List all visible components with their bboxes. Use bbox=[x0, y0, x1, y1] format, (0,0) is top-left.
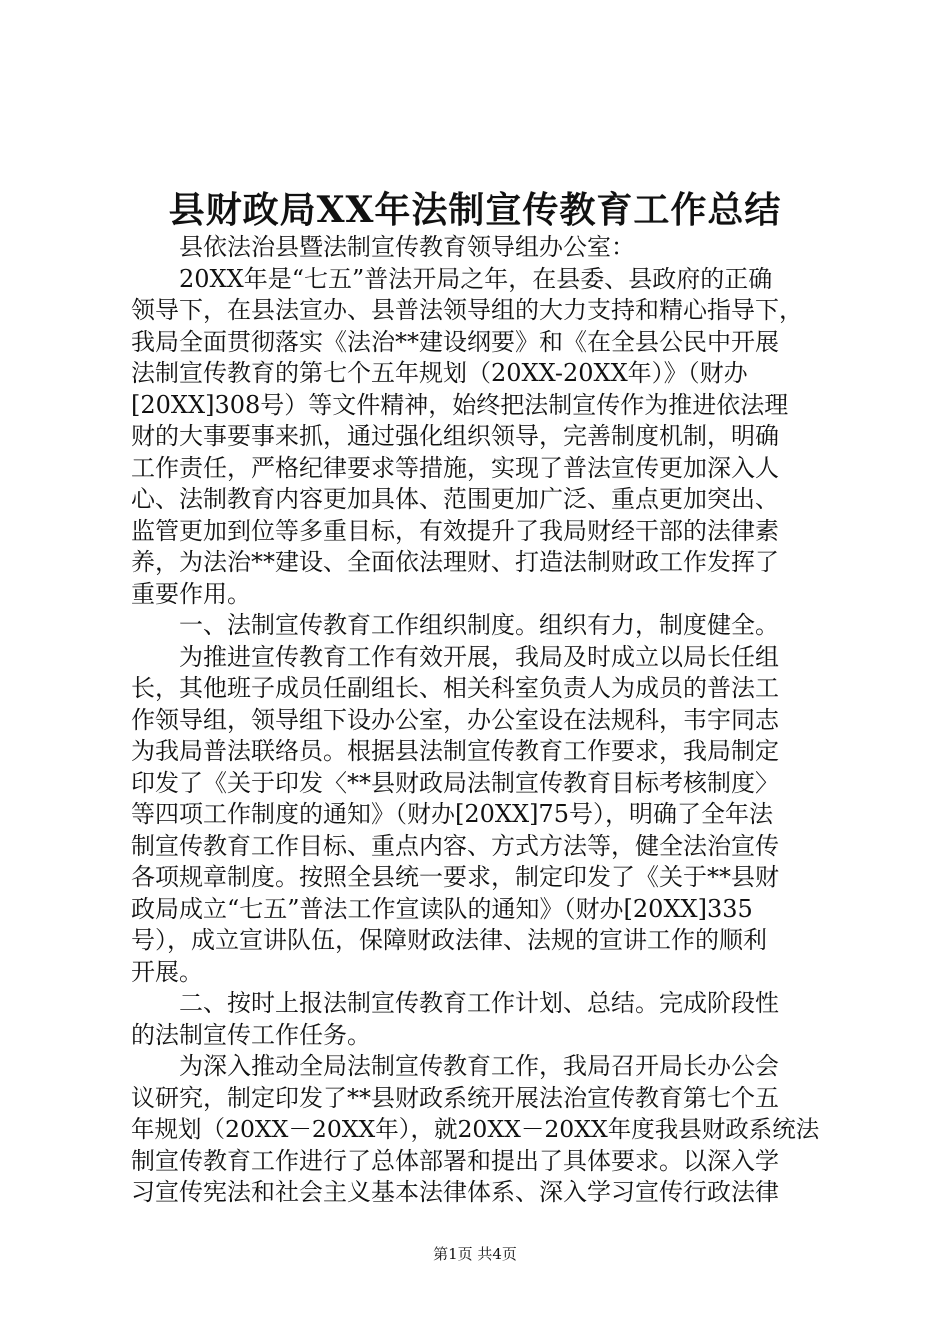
text-line: 工作责任，严格纪律要求等措施，实现了普法宣传更加深入人 bbox=[131, 453, 779, 482]
text-line: 年规划（20XX－20XX年），就20XX－20XX年度我县财政系统法 bbox=[131, 1115, 820, 1143]
text-line: 20XX年是“七五”普法开局之年，在县委、县政府的正确 bbox=[179, 264, 773, 293]
text-line: 等四项工作制度的通知》（财办[20XX]75号），明确了全年法 bbox=[131, 800, 773, 828]
text-line: [20XX]308号）等文件精神，始终把法制宣传作为推进依法理 bbox=[131, 390, 789, 419]
text-line: 印发了《关于印发〈**县财政局法制宣传教育目标考核制度〉 bbox=[131, 768, 779, 797]
text-line: 为推进宣传教育工作有效开展，我局及时成立以局长任组 bbox=[179, 642, 779, 671]
text-line: 制宣传教育工作目标、重点内容、方式方法等，健全法治宣传 bbox=[131, 831, 779, 860]
text-line: 开展。 bbox=[131, 957, 203, 986]
text-line: 我局全面贯彻落实《法治**建设纲要》和《在全县公民中开展 bbox=[131, 327, 779, 356]
text-line: 领导下，在县法宣办、县普法领导组的大力支持和精心指导下， bbox=[131, 296, 803, 324]
text-line: 二、按时上报法制宣传教育工作计划、总结。完成阶段性 bbox=[179, 989, 779, 1017]
text-line: 一、法制宣传教育工作组织制度。组织有力，制度健全。 bbox=[179, 611, 779, 639]
text-line: 心、法制教育内容更加具体、范围更加广泛、重点更加突出、 bbox=[131, 485, 779, 513]
text-line: 法制宣传教育的第七个五年规划（20XX-20XX年）》（财办 bbox=[131, 359, 748, 387]
document-title: 县财政局XX年法制宣传教育工作总结 bbox=[168, 189, 782, 231]
text-line: 制宣传教育工作进行了总体部署和提出了具体要求。以深入学 bbox=[131, 1146, 779, 1175]
text-line: 议研究，制定印发了**县财政系统开展法治宣传教育第七个五 bbox=[131, 1083, 779, 1112]
text-line: 政局成立“七五”普法工作宣读队的通知》（财办[20XX]335 bbox=[131, 894, 753, 923]
document-body bbox=[131, 232, 821, 1209]
text-line: 习宣传宪法和社会主义基本法律体系、深入学习宣传行政法律 bbox=[131, 1178, 779, 1206]
page-footer: 第1页 共4页 bbox=[433, 1245, 517, 1263]
text-line: 的法制宣传工作任务。 bbox=[131, 1020, 371, 1049]
text-line: 重要作用。 bbox=[131, 579, 251, 608]
text-line: 长，其他班子成员任副组长、相关科室负责人为成员的普法工 bbox=[131, 674, 779, 702]
text-line: 为深入推动全局法制宣传教育工作，我局召开局长办公会 bbox=[179, 1052, 779, 1080]
text-line: 号），成立宣讲队伍，保障财政法律、法规的宣讲工作的顺利 bbox=[131, 926, 767, 954]
text-line: 县依法治县暨法制宣传教育领导组办公室： bbox=[179, 233, 635, 261]
text-line: 养，为法治**建设、全面依法理财、打造法制财政工作发挥了 bbox=[131, 548, 779, 576]
text-line: 财的大事要事来抓，通过强化组织领导，完善制度机制，明确 bbox=[131, 422, 779, 450]
text-line: 各项规章制度。按照全县统一要求，制定印发了《关于**县财 bbox=[131, 863, 779, 891]
text-line: 监管更加到位等多重目标，有效提升了我局财经干部的法律素 bbox=[131, 516, 779, 545]
text-line: 作领导组，领导组下设办公室，办公室设在法规科，韦宇同志 bbox=[131, 705, 779, 734]
text-line: 为我局普法联络员。根据县法制宣传教育工作要求，我局制定 bbox=[131, 737, 779, 765]
